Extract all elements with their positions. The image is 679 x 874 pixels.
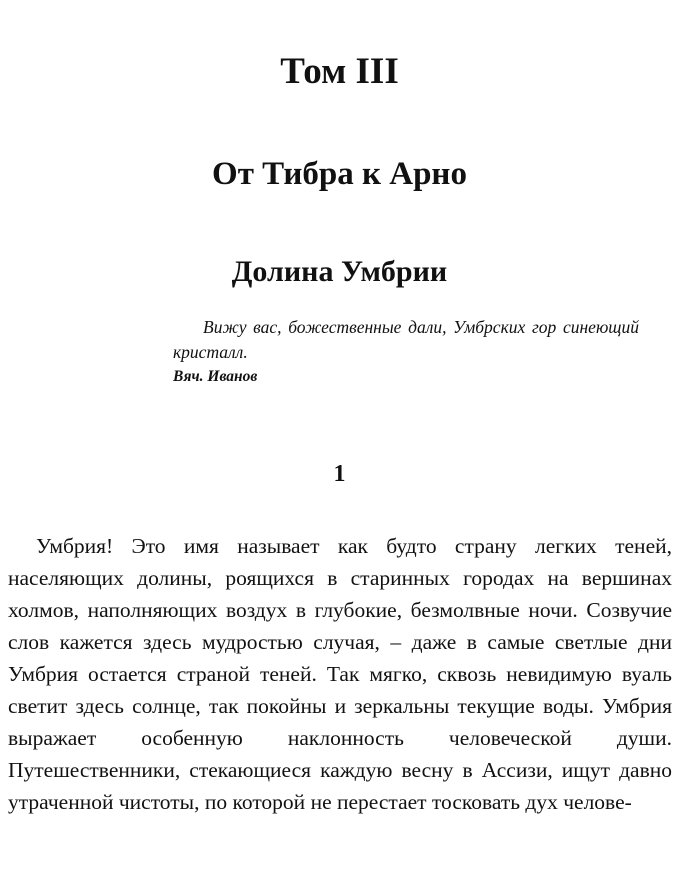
epigraph-text: Вижу вас, божественные дали, Умбрских гор синеющий кристалл. [173, 317, 639, 362]
epigraph-author: Вяч. Иванов [173, 368, 258, 385]
chapter-title: Долина Умбрии [231, 255, 448, 288]
body-paragraph: Умбрия! Это имя называет как будто страну легких теней, населяющих долины, роящихся в старинных городах на вершинах холмов, наполняющих воздух в глубокие, безмолвные ночи. Созвучие слов кажется здесь мудростью случая, – даже в самые светлые дни Умбрия остается страной теней. Так мягко, сквозь невидимую вуаль светит здесь солнце, так покойны и зеркальны текущие воды. Умбрия выражает особенную наклонность человеческой души. Путешественники, стекающиеся каждую весну в Ассизи, ищут давно утраченной чистоты, по которой не перестает тосковать дух челове- [8, 534, 672, 814]
part-title: От Тибра к Арно [212, 156, 467, 192]
epigraph [173, 315, 639, 389]
section-number: 1 [333, 461, 346, 487]
volume-title: Том III [280, 51, 399, 92]
